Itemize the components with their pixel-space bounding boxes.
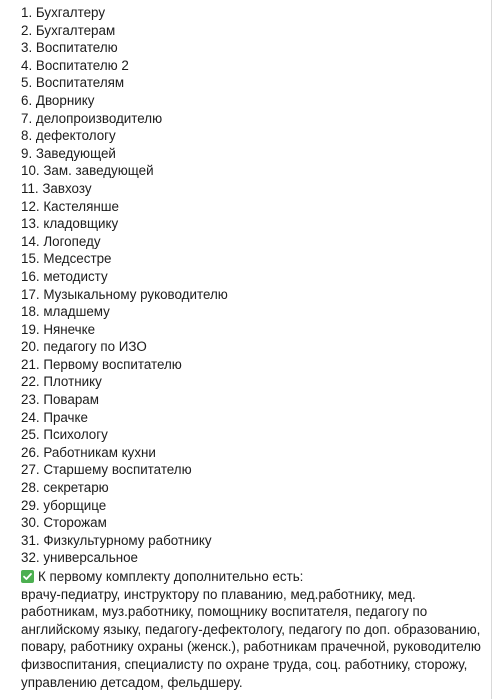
list-item: 4. Воспитателю 2 (21, 57, 129, 73)
list-item: 25. Психологу (21, 427, 108, 443)
list-item: 3. Воспитателю (21, 40, 118, 56)
list-item: 27. Старшему воспитателю (21, 462, 192, 478)
check-mark-icon (21, 570, 34, 583)
list-item: 19. Нянечке (21, 321, 96, 337)
list-item: 29. уборщице (21, 497, 107, 513)
list-item: 24. Прачке (21, 409, 88, 425)
list-item: 11. Завхозу (21, 180, 92, 196)
list-item: 14. Логопеду (21, 233, 101, 249)
list-item: 31. Физкультурному работнику (21, 532, 212, 548)
note-heading: К первому комплекту дополнительно есть: (38, 569, 304, 584)
list-item: 1. Бухгалтеру (21, 5, 106, 20)
list-item: 15. Медсестре (21, 251, 112, 267)
list-item: 28. секретарю (21, 480, 109, 496)
list-item: 10. Зам. заведующей (21, 163, 154, 179)
list-item: 23. Поварам (21, 392, 99, 408)
note-body: врачу-педиатру, инструктору по плаванию, мед.работнику, мед. работникам, муз.работнику, помощнику воспитателя, педагогу по английскому языку, педагогу-дефектологу, педагогу по доп. образованию, повару, работнику охраны (женск.), работникам прачечной, руководителю физвоспитания, специалисту по охране труда, соц. работнику, сторожу, управлению детсадом, фельдшеру. (21, 586, 481, 690)
list-item: 12. Кастелянше (21, 198, 119, 214)
list-item: 2. Бухгалтерам (21, 22, 116, 38)
list-item: 9. Заведующей (21, 145, 116, 161)
list-item: 26. Работникам кухни (21, 444, 156, 460)
list-item: 21. Первому воспитателю (21, 356, 182, 372)
list-item: 30. Сторожам (21, 515, 107, 531)
note-heading-line (21, 568, 481, 586)
list-item: 7. делопроизводителю (21, 110, 163, 126)
numbered-list (21, 4, 492, 567)
list-item: 6. Дворнику (21, 92, 95, 108)
list-item: 13. кладовщику (21, 216, 119, 232)
additional-info-note (21, 568, 481, 691)
list-item: 16. методисту (21, 268, 108, 284)
list-item: 18. младшему (21, 304, 110, 320)
list-item: 22. Плотнику (21, 374, 102, 390)
list-item: 17. Музыкальному руководителю (21, 286, 228, 302)
list-item: 32. универсальное (21, 550, 138, 566)
list-item: 8. дефектологу (21, 128, 116, 144)
list-item: 20. педагогу по ИЗО (21, 339, 147, 355)
list-item: 5. Воспитателям (21, 75, 125, 91)
